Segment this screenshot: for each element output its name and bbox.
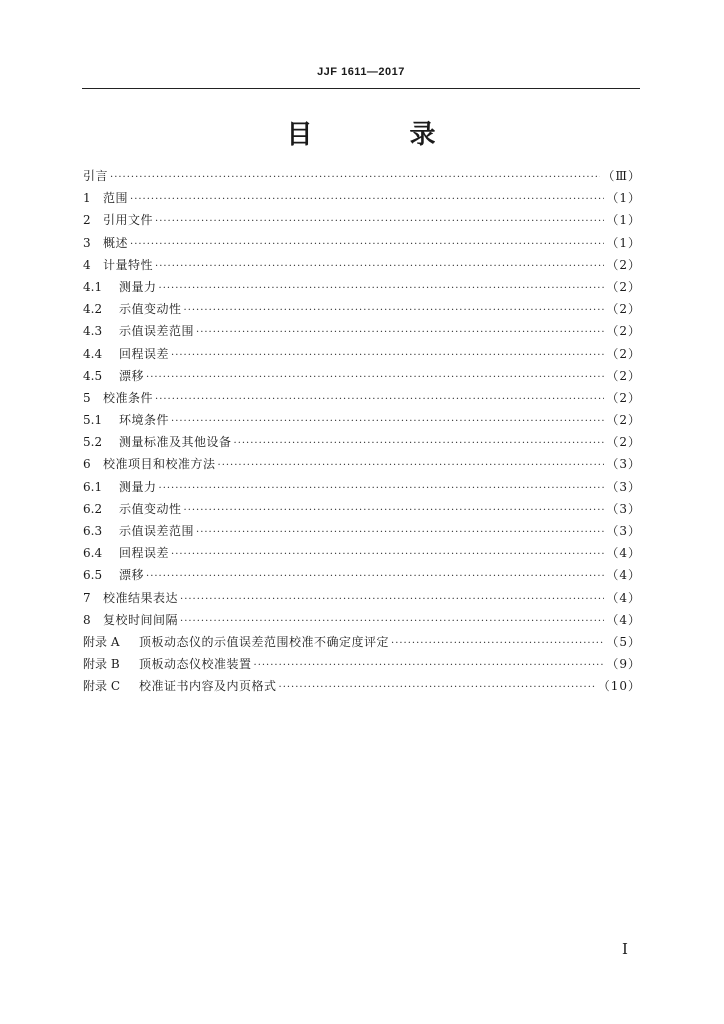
toc-entry-page: （5） — [606, 634, 641, 649]
toc-dot-leader — [279, 677, 596, 699]
toc-entry[interactable] — [83, 453, 641, 475]
toc-entry[interactable] — [83, 276, 641, 298]
toc-entry-number: 5 — [83, 390, 91, 405]
toc-entry-title: 漂移 — [119, 368, 145, 383]
toc-entry-title: 引言 — [83, 169, 109, 183]
toc-entry[interactable] — [83, 653, 641, 675]
toc-entry-title: 测量力 — [119, 479, 157, 494]
toc-entry-title: 示值误差范围 — [119, 524, 195, 538]
toc-entry[interactable] — [83, 365, 641, 387]
toc-entry[interactable] — [83, 232, 641, 254]
toc-entry[interactable] — [83, 431, 641, 453]
toc-entry-title: 环境条件 — [119, 413, 170, 428]
toc-entry[interactable] — [83, 609, 641, 631]
toc-entry[interactable] — [83, 320, 641, 342]
toc-entry-number: 7 — [83, 590, 91, 605]
toc-dot-leader — [171, 411, 604, 433]
toc-dot-leader — [218, 455, 605, 477]
toc-dot-leader — [196, 322, 604, 344]
toc-entry-title: 顶板动态仪校准装置 — [139, 657, 252, 672]
toc-dot-leader — [254, 655, 605, 677]
page-number: I — [622, 940, 628, 958]
toc-entry-title: 漂移 — [119, 568, 145, 583]
toc-entry-page: （4） — [606, 590, 641, 605]
toc-dot-leader — [130, 234, 604, 256]
toc-entry-number: 5.2 — [83, 435, 103, 450]
toc-entry-title: 校准项目和校准方法 — [103, 457, 216, 472]
toc-entry[interactable] — [83, 409, 641, 431]
toc-entry-number: 4.4 — [83, 346, 103, 361]
toc-entry-title: 引用文件 — [103, 213, 154, 228]
toc-entry[interactable] — [83, 631, 641, 653]
toc-entry-title: 示值变动性 — [119, 501, 182, 516]
toc-entry-page: （2） — [606, 435, 641, 450]
toc-entry-title: 范围 — [103, 191, 129, 206]
toc-entry[interactable] — [83, 387, 641, 409]
toc-dot-leader — [180, 589, 604, 611]
toc-dot-leader — [159, 478, 605, 500]
toc-entry-title: 回程误差 — [119, 346, 170, 361]
toc-entry-page: （2） — [606, 346, 641, 361]
toc-entry[interactable] — [83, 209, 641, 231]
toc-entry-page: （4） — [606, 612, 641, 627]
toc-entry[interactable] — [83, 254, 641, 276]
toc-entry-page: （2） — [606, 413, 641, 428]
toc-entry-title: 示值误差范围 — [119, 324, 195, 339]
toc-entry[interactable] — [83, 675, 641, 697]
toc-entry-title: 顶板动态仪的示值误差范围校准不确定度评定 — [139, 634, 390, 649]
toc-entry-page: （2） — [606, 279, 641, 294]
toc-entry-page: （1） — [606, 191, 641, 206]
toc-dot-leader — [391, 633, 604, 655]
toc-entry-page: （4） — [606, 546, 641, 561]
toc-dot-leader — [155, 389, 604, 411]
toc-entry-page: （4） — [606, 568, 641, 583]
toc-entry-title: 校准证书内容及内页格式 — [139, 679, 277, 694]
toc-entry-page: （1） — [606, 235, 641, 250]
toc-entry-title: 示值变动性 — [119, 302, 182, 317]
toc-entry-number: 6 — [83, 457, 91, 472]
toc-entry-page: （10） — [597, 679, 641, 694]
toc-dot-leader — [159, 278, 605, 300]
toc-entry-number: 3 — [83, 235, 91, 250]
toc-dot-leader — [184, 500, 605, 522]
table-of-contents — [83, 165, 641, 698]
toc-entry-title: 概述 — [103, 235, 129, 250]
toc-entry-title: 测量力 — [119, 279, 157, 294]
toc-entry-number: 8 — [83, 612, 91, 627]
toc-entry[interactable] — [83, 520, 641, 542]
toc-dot-leader — [130, 189, 604, 211]
toc-entry-number: 5.1 — [83, 413, 103, 428]
toc-dot-leader — [146, 367, 604, 389]
header-rule — [82, 88, 640, 89]
toc-dot-leader — [180, 611, 604, 633]
toc-entry-number: 附录 A — [83, 634, 120, 649]
toc-entry-number: 6.4 — [83, 546, 103, 561]
toc-entry[interactable] — [83, 343, 641, 365]
toc-entry-number: 6.2 — [83, 501, 103, 516]
toc-entry-title: 复校时间间隔 — [103, 612, 179, 627]
toc-entry[interactable] — [83, 187, 641, 209]
toc-entry[interactable] — [83, 498, 641, 520]
toc-dot-leader — [146, 566, 604, 588]
toc-entry-number: 6.1 — [83, 479, 103, 494]
toc-entry-page: （3） — [606, 501, 641, 516]
toc-entry-title: 校准结果表达 — [103, 590, 179, 605]
toc-entry-number: 1 — [83, 191, 91, 206]
toc-dot-leader — [184, 300, 605, 322]
toc-entry-number: 4.2 — [83, 302, 103, 317]
toc-dot-leader — [196, 522, 604, 544]
toc-entry-title: 测量标准及其他设备 — [119, 435, 232, 450]
toc-dot-leader — [110, 167, 600, 189]
toc-entry-page: （9） — [606, 657, 641, 672]
toc-entry[interactable] — [83, 298, 641, 320]
toc-entry[interactable] — [83, 476, 641, 498]
toc-entry-title: 校准条件 — [103, 390, 154, 405]
toc-dot-leader — [155, 211, 604, 233]
toc-entry-number: 4.1 — [83, 279, 103, 294]
toc-entry-page: （3） — [606, 457, 641, 472]
toc-entry-page: （2） — [606, 302, 641, 317]
toc-entry-page: （2） — [606, 390, 641, 405]
toc-entry-title: 回程误差 — [119, 546, 170, 561]
toc-dot-leader — [234, 433, 605, 455]
page-title: 目 录 — [286, 120, 480, 150]
toc-entry-page: （Ⅲ） — [602, 169, 641, 183]
toc-dot-leader — [155, 256, 604, 278]
toc-entry-number: 6.3 — [83, 524, 103, 538]
toc-entry-page: （2） — [606, 324, 641, 339]
toc-entry-number: 4 — [83, 257, 91, 272]
toc-entry-number: 6.5 — [83, 568, 103, 583]
standard-code-header: JJF 1611—2017 — [317, 66, 405, 78]
toc-entry-number: 4.5 — [83, 368, 103, 383]
toc-dot-leader — [171, 544, 604, 566]
toc-entry[interactable] — [83, 564, 641, 586]
toc-entry-page: （3） — [606, 479, 641, 494]
toc-entry-number: 附录 B — [83, 657, 120, 672]
toc-entry-page: （2） — [606, 368, 641, 383]
toc-dot-leader — [171, 345, 604, 367]
toc-entry[interactable] — [83, 542, 641, 564]
toc-entry-page: （1） — [606, 213, 641, 228]
toc-entry-title: 计量特性 — [103, 257, 154, 272]
toc-entry[interactable] — [83, 587, 641, 609]
toc-entry-page: （3） — [606, 524, 641, 538]
toc-entry-page: （2） — [606, 257, 641, 272]
toc-entry[interactable] — [83, 165, 641, 187]
toc-entry-number: 附录 C — [83, 679, 120, 694]
toc-entry-number: 4.3 — [83, 324, 103, 339]
toc-entry-number: 2 — [83, 213, 91, 228]
